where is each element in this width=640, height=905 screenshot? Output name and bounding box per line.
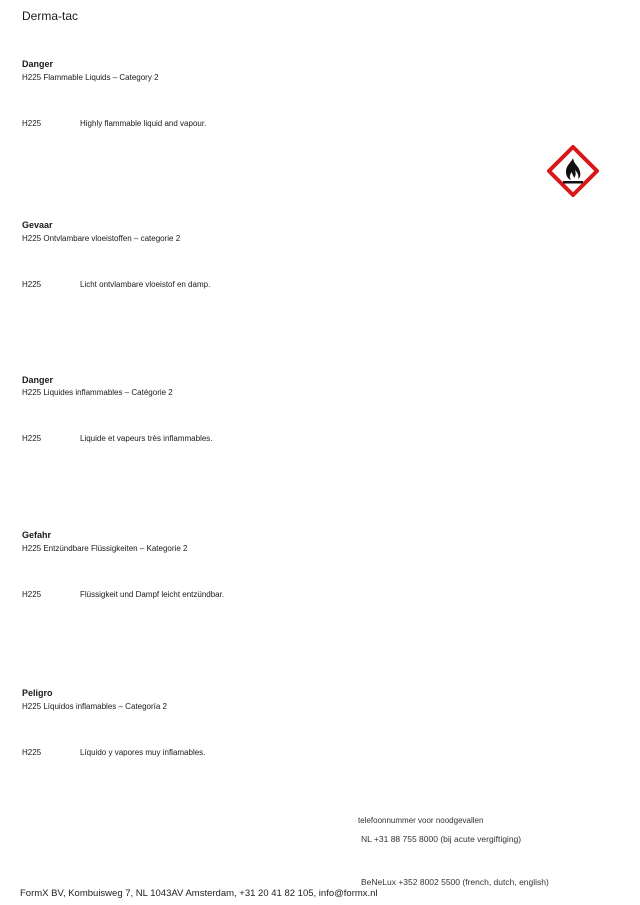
emergency-phone-benelux: BeNeLux +352 8002 5500 (french, dutch, english) <box>361 877 549 887</box>
signal-word: Danger <box>22 375 54 385</box>
product-name: Derma-tac <box>22 9 79 23</box>
hazard-classification: H225 Flammable Liquids – Category 2 <box>22 73 159 82</box>
hazard-classification: H225 Ontvlambare vloeistoffen – categorie 2 <box>22 234 181 243</box>
hazard-code: H225 <box>22 434 42 443</box>
company-footer: FormX BV, Kombuisweg 7, NL 1043AV Amsterdam, +31 20 41 82 105, info@formx.nl <box>20 888 378 899</box>
signal-word: Danger <box>22 59 54 69</box>
hazard-classification: H225 Liquides inflammables – Catégorie 2 <box>22 388 173 397</box>
signal-word: Peligro <box>22 688 53 698</box>
hazard-statement: Liquide et vapeurs très inflammables. <box>80 434 213 443</box>
hazard-statement: Highly flammable liquid and vapour. <box>80 119 207 128</box>
hazard-classification: H225 Entzündbare Flüssigkeiten – Kategorie 2 <box>22 544 188 553</box>
emergency-phone-nl: NL +31 88 755 8000 (bij acute vergiftiging) <box>361 834 522 844</box>
hazard-code: H225 <box>22 748 42 757</box>
hazard-statement: Licht ontvlambare vloeistof en damp. <box>80 280 211 289</box>
hazard-classification: H225 Líquidos inflamables – Categoría 2 <box>22 702 167 711</box>
signal-word: Gefahr <box>22 530 52 540</box>
hazard-statement: Flüssigkeit und Dampf leicht entzündbar. <box>80 590 225 599</box>
signal-word: Gevaar <box>22 220 53 230</box>
emergency-label: telefoonnummer voor noodgevallen <box>358 816 484 825</box>
hazard-code: H225 <box>22 590 42 599</box>
ghs02-flame-icon <box>547 145 599 197</box>
hazard-statement: Líquido y vapores muy inflamables. <box>80 748 206 757</box>
hazard-code: H225 <box>22 119 42 128</box>
hazard-code: H225 <box>22 280 42 289</box>
